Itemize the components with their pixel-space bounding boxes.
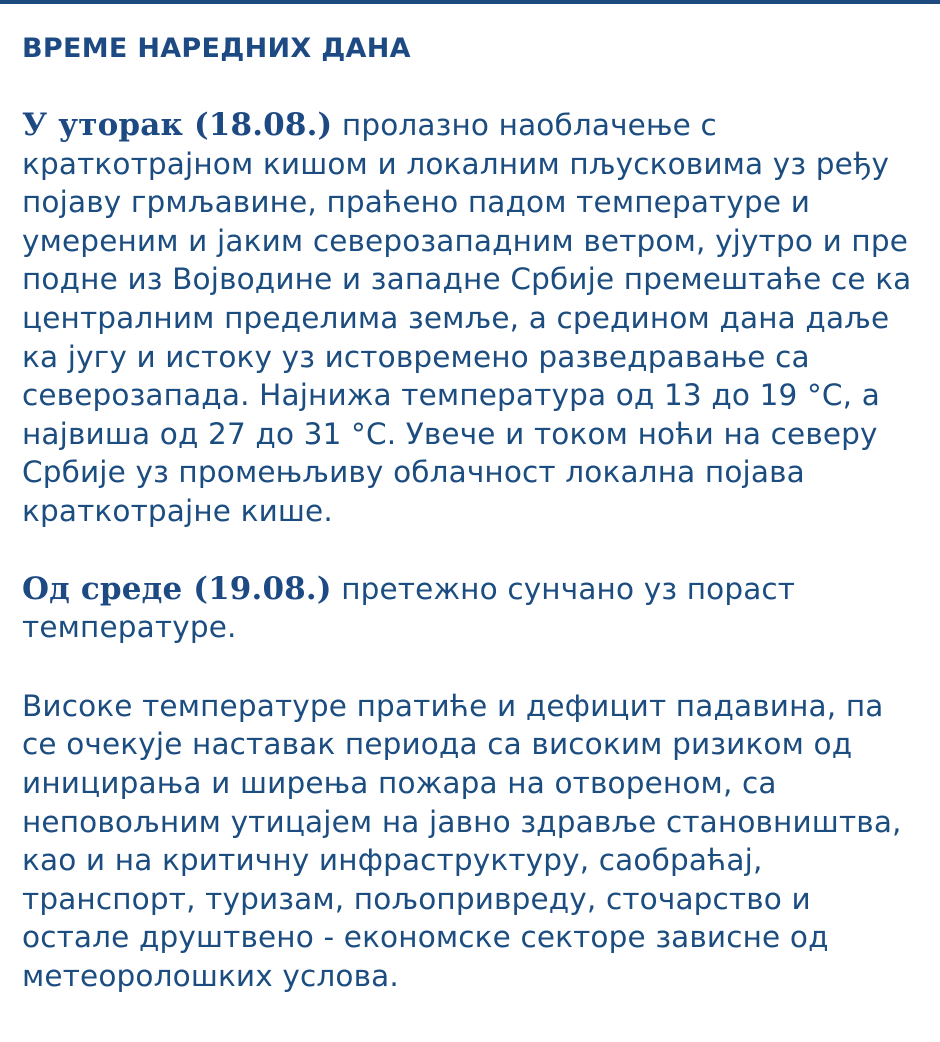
wednesday-forecast-paragraph bbox=[22, 570, 927, 647]
section-title: ВРЕМЕ НАРЕДНИХ ДАНА bbox=[22, 33, 411, 64]
spacer bbox=[22, 647, 927, 687]
tuesday-forecast-paragraph bbox=[22, 106, 927, 531]
tuesday-forecast-text: пролазно наоблачење с краткотрајном кишом и локалним пљусковима уз ређу појаву грмљавине, праћено падом температуре и умереним и јаким северозападним ветром, ујутро и пре подне из Војводине и западне Србије премештаће се ка централним пределима земље, а средином дана даље ка југу и истоку уз истовремено разведравање са северозапада. Најнижа температура од 13 до 19 °C, а највиша од 27 до 31 °C. Увече и током ноћи на северу Србије уз промењљиву облачност локална појава краткотрајне кише. bbox=[22, 108, 912, 528]
forecast-article bbox=[22, 30, 927, 995]
wednesday-forecast-text: претежно сунчано уз пораст температуре. bbox=[22, 571, 796, 645]
spacer bbox=[22, 531, 927, 570]
spacer bbox=[22, 68, 927, 106]
wednesday-label: Од среде (19.08.) bbox=[22, 570, 332, 607]
top-divider bbox=[0, 0, 940, 4]
tuesday-label: У уторак (18.08.) bbox=[22, 107, 333, 143]
fire-risk-warning-paragraph: Високе температуре пратиће и дефицит падавина, па се очекује наставак периода са високим ризиком од иницирања и ширења пожара на отвореном, са неповољним утицајем на јавно здравље становништва, као и на критичну инфраструктуру, саобраћај, транспорт, туризам, пољопривреду, сточарство и остале друштвено - економске секторе зависне од метеоролошких услова. bbox=[22, 688, 902, 993]
